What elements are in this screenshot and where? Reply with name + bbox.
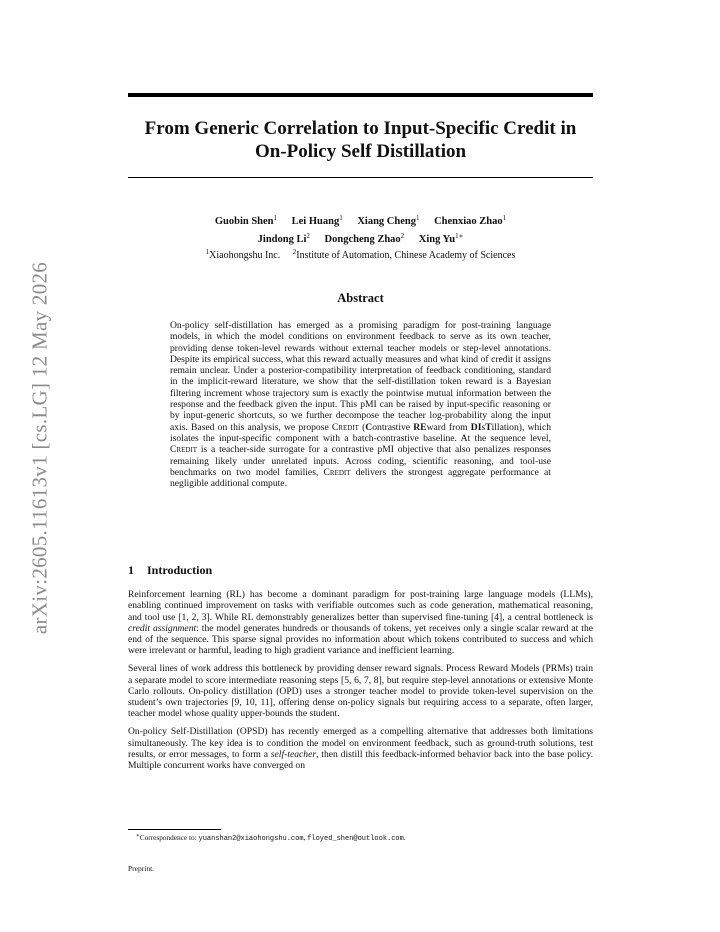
author: Chenxiao Zhao$^1$ bbox=[434, 214, 507, 227]
method-name: Credit bbox=[170, 444, 198, 456]
affiliation: $^1$Xiaohongshu Inc. bbox=[205, 248, 281, 261]
affiliation: $^2$Institute of Automation, Chinese Academy of Sciences bbox=[292, 248, 516, 261]
title-top-rule bbox=[128, 93, 593, 97]
author-line-1 bbox=[128, 211, 593, 229]
abstract-text: On-policy self-distillation has emerged as a promising paradigm for post-training language models, in which the model conditions on environment feedback to serve as its own teacher, providing dense token-level rewards without external teacher models or step-level annotations. Despite its empirical success, what this reward actually measures and what kind of credit it assigns remain unclear. Under a posterior-compatibility interpretation of feedback conditioning, standard in the implicit-reward literature, we show that the self-distillation token reward is a Bayesian filtering increment whose trajectory sum is exactly the pointwise mutual information between the response and the feedback given the input. This pMI can be raised by input-specific reasoning or by input-generic shortcuts, so we further decompose the teacher log-probability along the input axis. Based on this analysis, we propose Credit (Contrastive REward from DIsTillation), which isolates the input-specific component with a batch-contrastive baseline. At the sequence level, Credit is a teacher-side surrogate for a contrastive pMI objective that also penalizes responses remaining likely under unrelated inputs. Across coding, scientific reasoning, and tool-use benchmarks on two model families, Credit delivers the strongest aggregate performance at negligible additional compute. bbox=[170, 320, 552, 490]
author: Xiang Cheng$^1$ bbox=[357, 214, 420, 227]
section-number: 1 bbox=[128, 563, 134, 577]
email-link[interactable]: yuanshan2@xiaohongshu.com bbox=[198, 835, 304, 843]
method-name: Credit bbox=[331, 421, 359, 433]
introduction-body bbox=[128, 589, 593, 778]
title-line-1: From Generic Correlation to Input-Specific Credit in bbox=[144, 118, 577, 139]
paragraph: Several lines of work address this bottleneck by providing denser reward signals. Process Reward Models (PRMs) train a separate model to score intermediate reasoning steps [5, 6, 7, 8], but require step-level annotations or extensive Monte Carlo rollouts. On-policy distillation (OPD) uses a stronger teacher model to provide token-level supervision on the student’s own trajectories [9, 10, 11], offering dense on-policy signals but requiring access to a separate, often larger, teacher model whose quality upper-bounds the student. bbox=[128, 663, 593, 720]
author-list bbox=[128, 211, 593, 247]
section-heading bbox=[128, 563, 212, 578]
paragraph: On-policy Self-Distillation (OPSD) has recently emerged as a compelling alternative that addresses both limitations simultaneously. The key idea is to condition the model on environment feedback, such as ground-truth solutions, test results, or error messages, to form a self-teacher, then distill this feedback-informed behavior back into the base policy. Multiple concurrent works have converged on bbox=[128, 726, 593, 772]
title-line-2: On-Policy Self Distillation bbox=[254, 141, 467, 162]
author-line-2 bbox=[128, 229, 593, 247]
method-name: Credit bbox=[323, 466, 351, 478]
section-title: Introduction bbox=[147, 563, 213, 577]
email-link[interactable]: floyed_shen@outlook.com bbox=[307, 835, 404, 843]
author: Guobin Shen$^1$ bbox=[214, 214, 278, 227]
author: Dongcheng Zhao$^2$ bbox=[324, 232, 405, 245]
paragraph: Reinforcement learning (RL) has become a dominant paradigm for post-training large language models (LLMs), enabling continued improvement on tasks with verifiable outcomes such as code generation, mathematical reasoning, and tool use [1, 2, 3]. While RL demonstrably generalizes better than supervised fine-tuning [4], a central bottleneck is credit assignment: the model generates hundreds or thousands of tokens, yet receives only a single scalar reward at the end of the sequence. This sparse signal provides no information about which tokens contributed to success and which were irrelevant or harmful, leading to high gradient variance and inefficient learning. bbox=[128, 589, 593, 657]
author: Lei Huang$^1$ bbox=[291, 214, 343, 227]
arxiv-identifier: arXiv:2605.11613v1 [cs.LG] 12 May 2026 bbox=[27, 261, 52, 635]
abstract-heading: Abstract bbox=[337, 291, 384, 305]
preprint-label: Preprint. bbox=[128, 864, 155, 873]
author: Xing $Yu^{1∗}$ bbox=[418, 232, 464, 245]
footnote: ∗Correspondence to: yuanshan2@xiaohongshu.com, floyed_shen@outlook.com. bbox=[136, 833, 406, 843]
title-bottom-rule bbox=[128, 177, 593, 178]
paper-title bbox=[128, 117, 593, 163]
author: Jindong Li$^2$ bbox=[257, 232, 310, 245]
affiliations bbox=[128, 246, 593, 262]
footnote-rule bbox=[128, 829, 221, 830]
